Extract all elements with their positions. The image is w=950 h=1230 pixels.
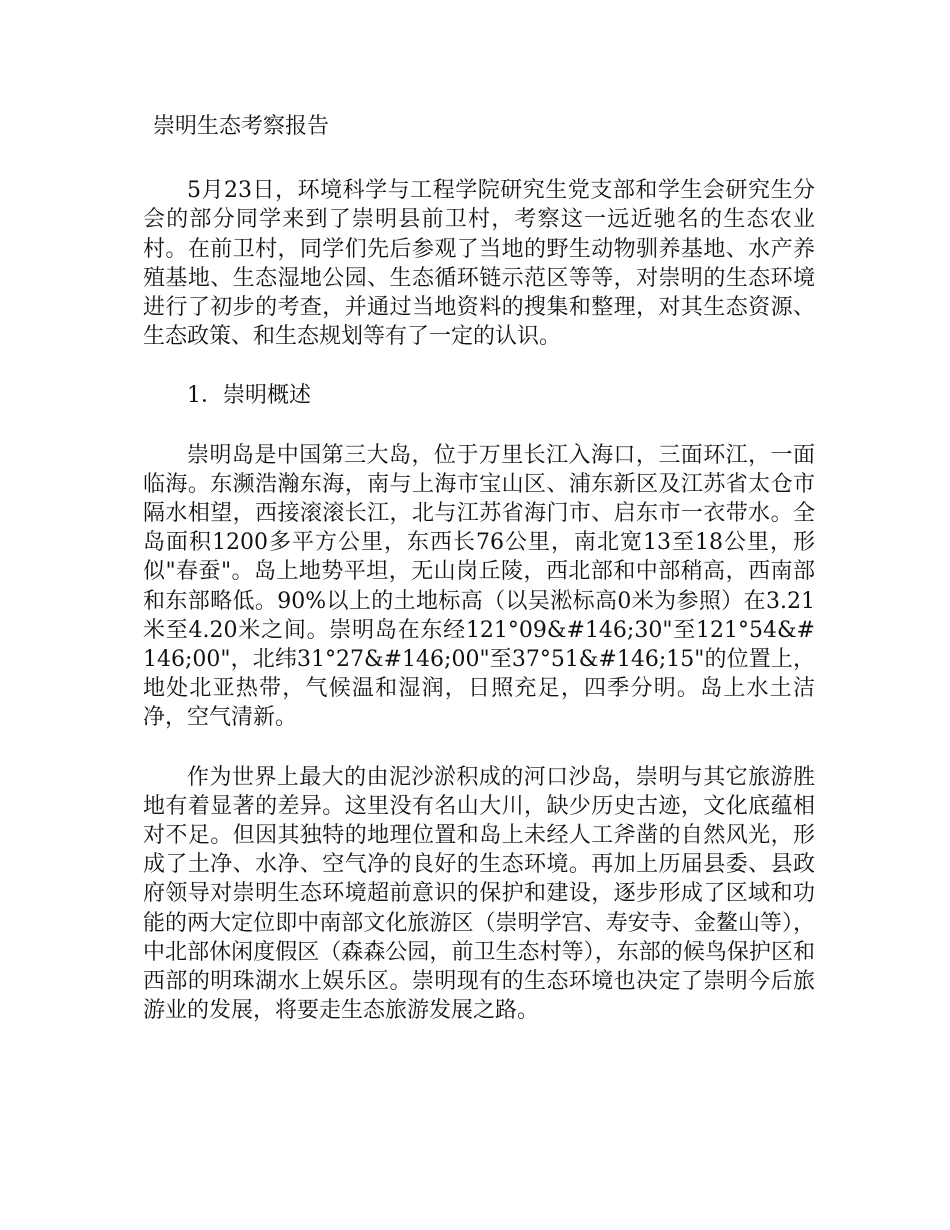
document-page bbox=[143, 112, 815, 1055]
section-heading: 1．崇明概述 bbox=[187, 383, 311, 409]
intro-paragraph: 5月23日，环境科学与工程学院研究生党支部和学生会研究生分会的部分同学来到了崇明县前卫村，考察这一远近驰名的生态农业村。在前卫村，同学们先后参观了当地的野生动物驯养基地、水产养殖基地、生态湿地公园、生态循环链示范区等等，对崇明的生态环境进行了初步的考查，并通过当地资料的搜集和整理，对其生态资源、生态政策、和生态规划等有了一定的认识。 bbox=[143, 178, 815, 350]
section-paragraph-2: 作为世界上最大的由泥沙淤积成的河口沙岛，崇明与其它旅游胜地有着显著的差异。这里没有名山大川，缺少历史古迹，文化底蕴相对不足。但因其独特的地理位置和岛上未经人工斧凿的自然风光，形成了土净、水净、空气净的良好的生态环境。再加上历届县委、县政府领导对崇明生态环境超前意识的保护和建设，逐步形成了区域和功能的两大定位即中南部文化旅游区（崇明学宫、寿安寺、金鳌山等），中北部休闲度假区（森森公园，前卫生态村等），东部的候鸟保护区和西部的明珠湖水上娱乐区。崇明现有的生态环境也决定了崇明今后旅游业的发展，将要走生态旅游发展之路。 bbox=[143, 764, 815, 1024]
section-paragraph-1: 崇明岛是中国第三大岛，位于万里长江入海口，三面环江，一面临海。东濒浩瀚东海，南与上海市宝山区、浦东新区及江苏省太仓市隔水相望，西接滚滚长江，北与江苏省海门市、启东市一衣带水。全岛面积1200多平方公里，东西长76公里，南北宽13至18公里，形似"春蚕"。岛上地势平坦，无山岗丘陵，西北部和中部稍高，西南部和东部略低。90%以上的土地标高（以吴淞标高0米为参照）在3.21米至4.20米之间。崇明岛在东经121°09&#146;30"至121°54&#146;00"，北纬31°27&#146;00"至37°51&#146;15"的位置上，地处北亚热带，气候温和湿润，日照充足，四季分明。岛上水土洁净，空气清新。 bbox=[143, 442, 815, 731]
document-title: 崇明生态考察报告 bbox=[153, 114, 330, 139]
